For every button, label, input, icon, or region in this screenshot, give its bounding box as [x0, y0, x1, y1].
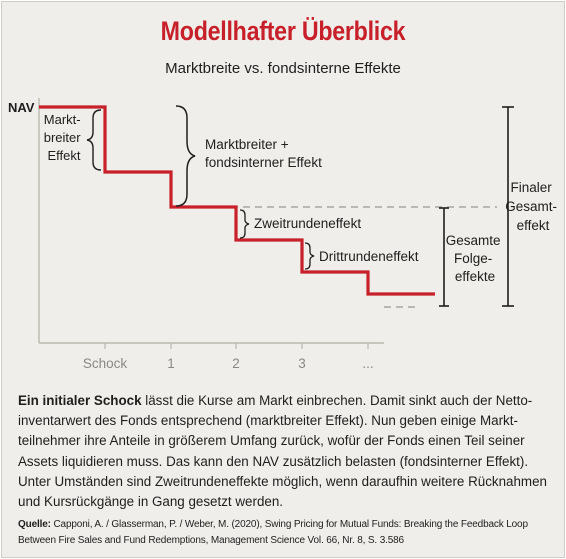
label-marktbreiter-fondsinterner: Marktbreiter + fondsinterner Effekt — [205, 137, 322, 170]
x-tick-label: 1 — [167, 356, 175, 371]
source-citation — [18, 517, 553, 549]
brace-zweitrundeneffekt — [240, 210, 249, 238]
source-label: Quelle: — [18, 519, 51, 530]
brace-drittrundeneffekt — [305, 243, 314, 269]
brace-marktbreiter-effekt — [87, 110, 101, 170]
x-tick-label: 3 — [298, 356, 306, 371]
x-tick-label: Schock — [82, 356, 128, 371]
label-marktbreiter-effekt: Markt- breiter Effekt — [43, 112, 81, 163]
x-tick-label: ... — [362, 356, 374, 371]
label-drittrundeneffekt: Drittrundeneffekt — [319, 249, 419, 264]
page-subtitle: Marktbreite vs. fondsinterne Effekte — [165, 60, 401, 77]
x-tick-label: 2 — [232, 356, 240, 371]
y-axis-label: NAV — [8, 100, 35, 115]
nav-step-line — [39, 107, 435, 294]
source-body: Capponi, A. / Glasserman, P. / Weber, M. (2020), Swing Pricing for Mutual Funds: Breaking the Feedback Loop Between Fire Sales and Fund Redemptions, Management Science Vol. 66, Nr. 8, S. 3.586 — [18, 519, 528, 546]
label-zweitrundeneffekt: Zweitrundeneffekt — [254, 216, 362, 231]
page-title: Modellhafter Überblick — [160, 16, 406, 46]
caption-body: lässt die Kurse am Markt einbrechen. Damit sinkt auch der Nettoinventarwert des Fonds entsprechend (marktbreiter Effekt). Nun geben einige Marktteilnehmer ihre Anteile in größerem Umfang zurück, wofür der Fonds einen Teil seiner Assets liquidieren muss. Das kann den NAV zusätzlich belasten (fondsinterner Effekt). Unter Umständen sind Zweitrundeneffekte möglich, wenn daraufhin weitere Rücknahmen und Kursrückgänge in Gang gesetzt werden. — [18, 393, 547, 510]
label-gesamte-folgeeffekte: Gesamte Folge- effekte — [445, 233, 501, 284]
label-finaler-gesamteffekt: Finaler Gesamt- effekt — [505, 180, 557, 233]
caption-text — [18, 391, 550, 512]
caption-lead: Ein initialer Schock — [18, 393, 142, 408]
brace-marktbreiter-fondsinterner — [176, 106, 195, 206]
